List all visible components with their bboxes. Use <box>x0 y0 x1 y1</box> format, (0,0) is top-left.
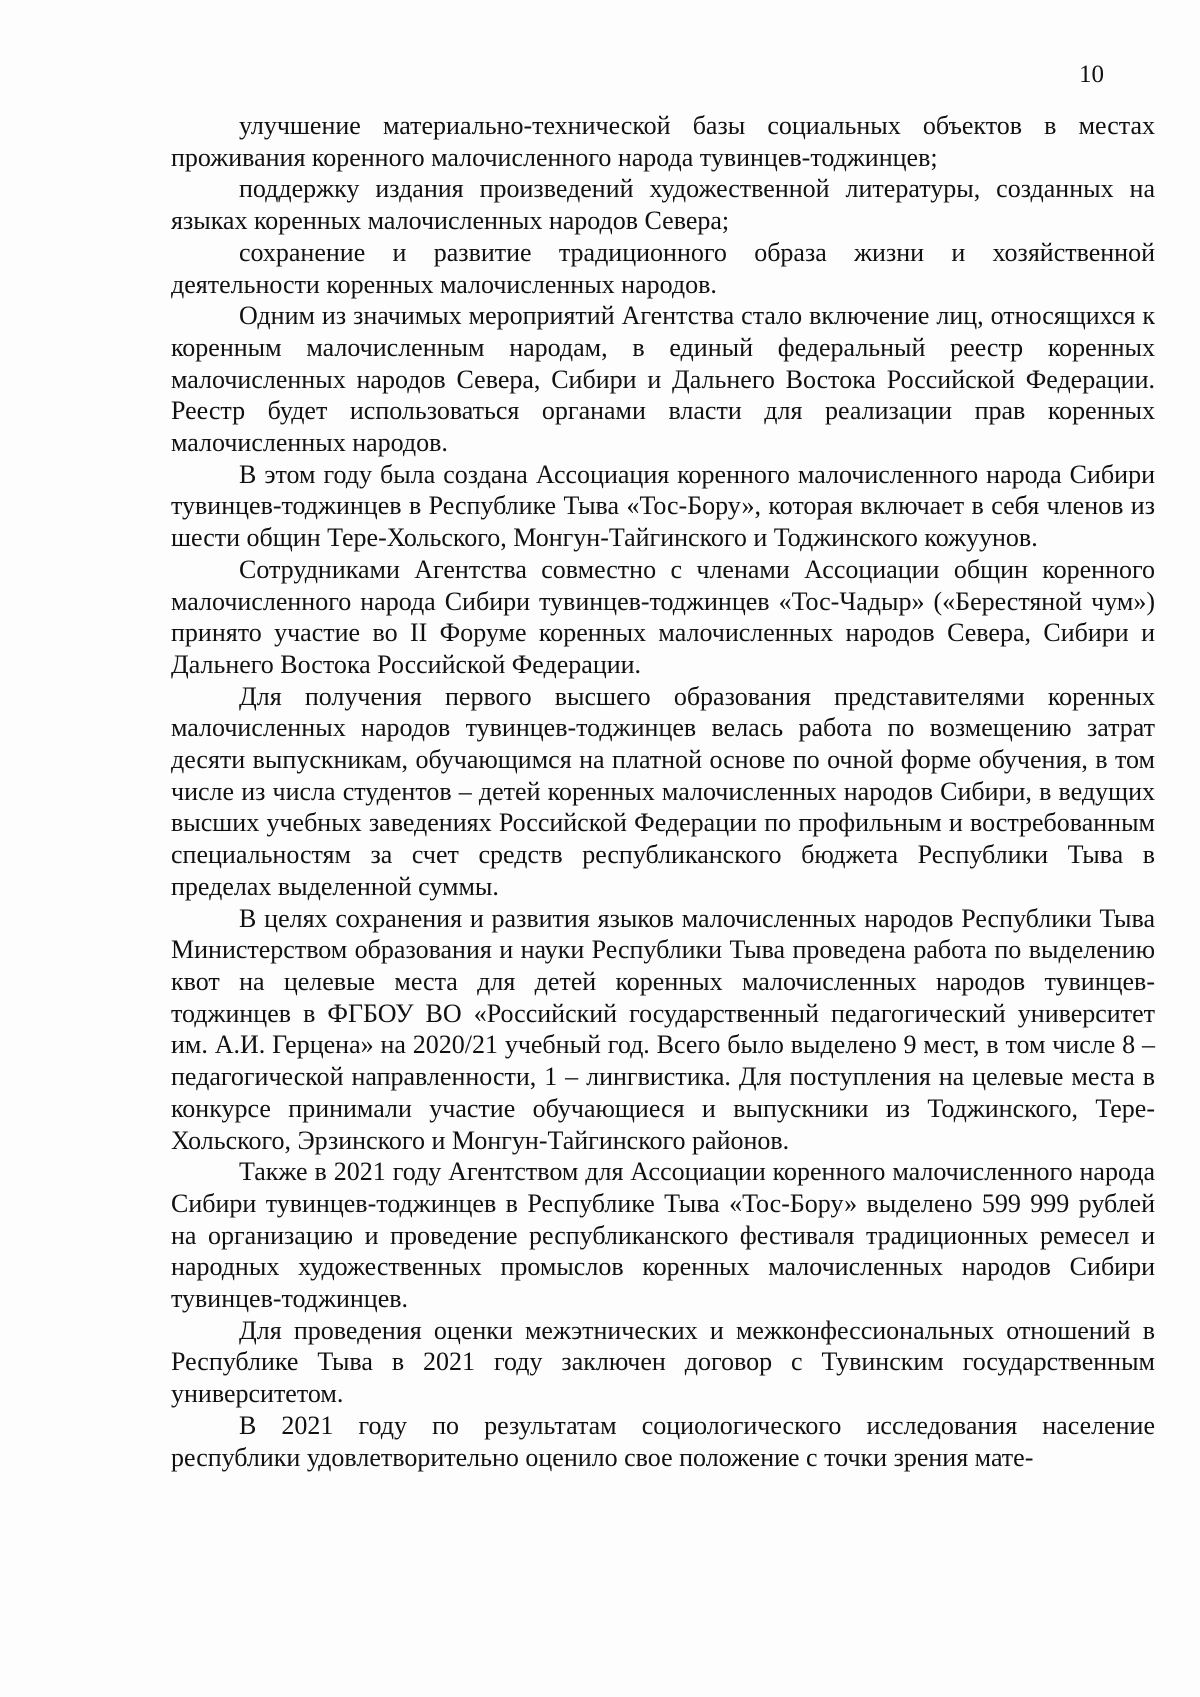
paragraph: В целях сохранения и развития языков малочисленных народов Республики Тыва Министерством образования и науки Республики Тыва проведена работа по выделению квот на целевые места для детей коренных малочисленных народов тувинцев-тоджинцев в ФГБОУ ВО «Российский государственный педагогический университет им. А.И. Герцена» на 2020/21 учебный год. Всего было выделено 9 мест, в том числе 8 – педагогической направленности, 1 – лингвистика. Для поступления на целевые места в конкурсе принимали участие обучающиеся и выпускники из Тоджинского, Тере-Хольского, Эрзинского и Монгун-Тайгинского районов. <box>171 903 1155 1155</box>
paragraph: улучшение материально-технической базы социальных объектов в местах проживания коренного малочисленного народа тувинцев-тоджинцев; <box>171 111 1155 172</box>
paragraph: поддержку издания произведений художественной литературы, созданных на языках коренных малочисленных народов Севера; <box>171 174 1155 236</box>
paragraph: Сотрудниками Агентства совместно с членами Ассоциации общин коренного малочисленного народа Сибири тувинцев-тоджинцев «Тос-Чадыр» («Берестяной чум») принято участие во II Форуме коренных малочисленных народов Севера, Сибири и Дальнего Востока Российской Федерации. <box>171 554 1155 679</box>
document-body <box>171 110 1155 1473</box>
paragraph: сохранение и развитие традиционного образа жизни и хозяйственной деятельности коренных малочисленных народов. <box>171 237 1155 299</box>
paragraph: Также в 2021 году Агентством для Ассоциации коренного малочисленного народа Сибири тувинцев-тоджинцев в Республике Тыва «Тос-Бору» выделено 599 999 рублей на организацию и проведение республиканского фестиваля традиционных ремесел и народных художественных промыслов коренных малочисленных народов Сибири тувинцев-тоджинцев. <box>171 1157 1155 1314</box>
paragraph: Для проведения оценки межэтнических и межконфессиональных отношений в Республике Тыва в 2021 году заключен договор с Тувинским государственным университетом. <box>171 1315 1155 1409</box>
paragraph: В этом году была создана Ассоциация коренного малочисленного народа Сибири тувинцев-тоджинцев в Республике Тыва «Тос-Бору», которая включает в себя членов из шести общин Тере-Хольского, Монгун-Тайгинского и Тоджинского кожуунов. <box>171 459 1155 553</box>
page-number: 10 <box>1079 61 1104 88</box>
paragraph: В 2021 году по результатам социологического исследования население республики удовлетворительно оценило свое положение с точки зрения мате- <box>171 1410 1155 1472</box>
paragraph: Для получения первого высшего образования представителями коренных малочисленных народов тувинцев-тоджинцев велась работа по возмещению затрат десяти выпускникам, обучающимся на платной основе по очной форме обучения, в том числе из числа студентов – детей коренных малочисленных народов Сибири, в ведущих высших учебных заведениях Российской Федерации по профильным и востребованным специальностям за счет средств республиканского бюджета Республики Тыва в пределах выделенной суммы. <box>171 681 1155 901</box>
paragraph: Одним из значимых мероприятий Агентства стало включение лиц, относящихся к коренным малочисленным народам, в единый федеральный реестр коренных малочисленных народов Севера, Сибири и Дальнего Востока Российской Федерации. Реестр будет использоваться органами власти для реализации прав коренных малочисленных народов. <box>171 301 1155 458</box>
